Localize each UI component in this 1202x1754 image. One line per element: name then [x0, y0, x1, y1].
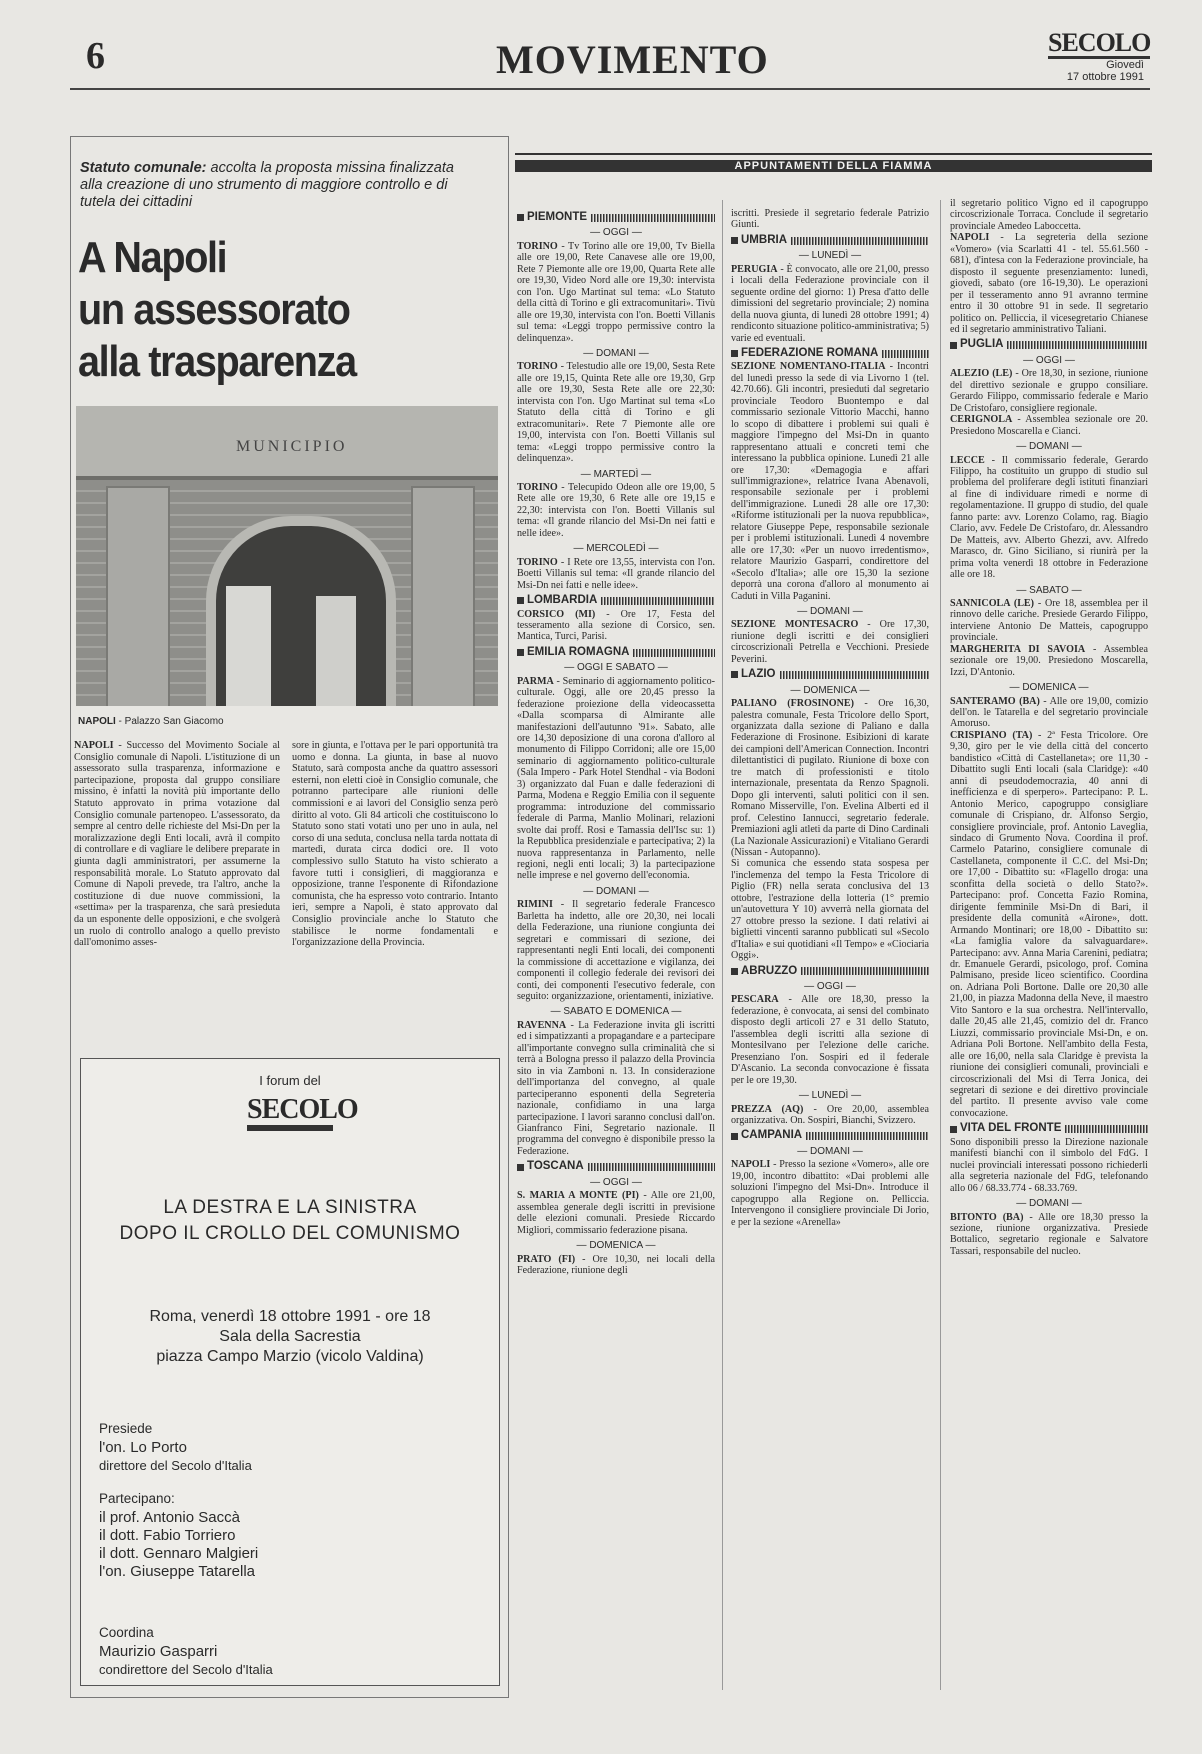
notice-place: RIMINI [517, 899, 553, 911]
ad-speaker: il dott. Fabio Torriero [99, 1527, 236, 1544]
photo-door [316, 596, 356, 706]
notice-paragraph: CRISPIANO (TA) - 2ª Festa Tricolore. Ore 9,30, giro per le vie della città del concerto bandistico «Città di Castellaneta»; ore 11,30 - Dibattito sugli Enti locali (sala Claridge): «40 anni di pseudodemocrazia, 40 anni di inefficienza e di sperpero». Partecipano: P. L. Antonio Merico, capogruppo consigliare comunale di Crispiano, dr. Alfonso Sergio, consigliere provinciale, prof. Antonio Laveglia, sindaco di Grumento Nova. Coordina il prof. Carmelo Patarino, consigliere comunale di Castellaneta, componente il C.C. del Msi-Dn; ore 17,00 - Dibattito su: «Flagello droga: una sconfitta della società o dello Stato?». Partecipano: prof. Concetta Fazio Romina, dirigente femminile Msi-Dn di Bari, il presidente della comunità «Airone», dott. Armando Montinari; ore 18,00 - Dibattito su: «La famiglia valore da salvaguardare». Partecipano: avv. Anna Maria Carenini, pediatra; dr. Emanuele Gerardi, psicologo, prof. Comina Palmisano, preside liceo scientifico. Coordina on. Adriana Poli Bortone. Dalle ore 20,30 alle 21,00, in piazza Madonna della Neve, il maestro Vito Santoro e la sua orchestra. Nell'intervallo, dalle 20,45 alle 21,45, comizio del dr. Franco Liuzzi, commissario provinciale Msi-Dn, e on. Adriana Poli Bortone. Nell'ambito della Festa, alle ore 16,00, nella sala Claridge è prevista la riunione dei consiglieri comunali, provinciali e circoscrizionali del Msi di Terra Jonica, dei segretari di sezione e dei direttivo provinciale del partito. Il presente avviso vale come convocazione. [950, 729, 1148, 1119]
masthead-logo-box [1048, 28, 1151, 83]
region-marker [731, 968, 738, 975]
day-header: — OGGI — [590, 1176, 642, 1188]
ad-when-line: Roma, venerdì 18 ottobre 1991 - ore 18 [149, 1308, 431, 1325]
notice-paragraph: PRATO (FI) - Ore 10,30, nei locali della Federazione, riunione degli [517, 1253, 715, 1276]
appuntamenti-col-3 [950, 198, 1148, 1257]
day-header: — MARTEDÌ — [580, 468, 652, 480]
dateline: NAPOLI [74, 740, 114, 751]
article-kicker [80, 160, 460, 211]
article-text: - Successo del Movimento Sociale al Consiglio comunale di Napoli. L'istituzione di un assessorato sulla trasparenza, informazione e partecipazione, proposta dal gruppo consiliare missino, è infatti la novità più importante dello Statuto approvato in prima votazione dal Consiglio comunale partenopeo. L'assessorato, da sempre al centro delle richieste del Msi-Dn per la moralizzazione degli Enti locali, avrà il compito di controllare e di vagliare le delibere preparate in giunta dagli amministratori, per assumerne la responsabilità morale. Lo Statuto approvato dal Comune di Napoli prevede, tra l'altro, anche la costituzione di due nuove commissioni, la «settima» per la trasparenza, che sarà presieduta da un esponente delle opposizioni, e che svolgerà un ruolo di controllo analogo a quello previsto dall'omonimo asses- [74, 740, 280, 949]
caption-text: - Palazzo San Giacomo [115, 716, 224, 727]
notice-place: RAVENNA [517, 1019, 567, 1031]
appuntamenti-col-1 [517, 208, 715, 1276]
notice-paragraph: CORSICO (MI) - Ore 17, Festa del tesseramento alla sezione di Corsico, sen. Mantica, Turci, Parisi. [517, 608, 715, 643]
region-header [731, 235, 929, 246]
region-name: EMILIA ROMAGNA [527, 645, 630, 658]
ad-when-line: Sala della Sacrestia [219, 1328, 361, 1345]
region-header [731, 1130, 929, 1141]
ad-presiede-label: Presiede [99, 1421, 153, 1436]
region-name: PUGLIA [960, 338, 1004, 351]
notice-paragraph: TORINO - Telecupido Odeon alle ore 19,00, 5 Rete alle ore 19,30, 6 Rete alle ore 19,15 e 22,30: intervista con l'on. Boetti Villanis sul tema: «Il grande rilancio del Msi-Dn nei fatti e nelle idee». [517, 481, 715, 539]
notice-place: PARMA [517, 675, 554, 687]
day-header: — DOMANI — [1016, 1198, 1082, 1210]
article-body-col-2 [292, 740, 498, 949]
region-hatch [633, 649, 715, 657]
notice-paragraph: SEZIONE NOMENTANO-ITALIA - Incontri del lunedì presso la sede di via Livorno 1 (tel. 42.70.66). Gli incontri, presieduti dal segretario provinciale Teodoro Buontempo e dal commissario sezionale Vittorio Macchi, hanno lo scopo di dibattere i problemi sui quali è maggiore l'impegno del Msi-Dn in quanto rappresentano attuali e concreti temi che interessano la pubblica opinione. Lunedì 21 alle ore 17,30: «Demagogia e affari sull'immigrazione», relatrice Ivana Abenavoli, responsabile sezionale per i problemi dell'immigrazione. Lunedì 28 alle ore 17,30: «Riforme istituzionali per la nuova repubblica», relatore Giuseppe Pepe, responsabile sezionale per i problemi istituzionali. Lunedì 4 novembre alle ore 17,30: «Per un nuovo irredentismo», relatore Maurizio Gasparri, condirettore del «Secolo d'Italia»; alle ore 15,30 la sezione deporrà una corona d'alloro al monumento ai Caduti in Villa Paganini. [731, 361, 929, 602]
notice-place: CRISPIANO (TA) [950, 729, 1033, 741]
notice-place: NAPOLI [950, 232, 990, 244]
region-marker [731, 1133, 738, 1140]
ad-logo: SECOLO [247, 1095, 333, 1131]
day-header: — DOMENICA — [790, 684, 870, 696]
column-divider [722, 200, 723, 1690]
notice-place: NAPOLI [731, 1159, 771, 1171]
photo-pillar [106, 486, 170, 706]
region-marker [517, 597, 524, 604]
notice-place: LECCE [950, 454, 985, 466]
newspaper-logo: SECOLO [1048, 28, 1151, 57]
region-marker [950, 1126, 957, 1133]
region-header [517, 595, 715, 606]
notice-place: PERUGIA [731, 263, 778, 275]
ad-forum-label: I forum del [259, 1073, 321, 1088]
issue-date: 17 ottobre 1991 [1066, 71, 1144, 83]
region-header [731, 669, 929, 680]
column-divider [940, 200, 941, 1690]
region-header [950, 339, 1148, 350]
region-hatch [1065, 1125, 1148, 1133]
notice-paragraph: NAPOLI - La segreteria della sezione «Vomero» (via Scarlatti 41 - tel. 55.61.560 - 681), d'intesa con la Federazione provinciale, ha disposto il seguente presenziamento: lunedì, giovedì, sabato (ore 16-19,30). Le operazioni per il tesseramento anno 91 avranno termine entro il 30 ottobre 91 in sede. Il segretario politico on. Pelliccia, il vicesegretario Chianese ed il segretario amministrativo Taliani. [950, 232, 1148, 335]
headline-line: A Napoli [78, 233, 227, 282]
kicker-bold: Statuto comunale: [80, 160, 207, 176]
day-header: — DOMANI — [797, 1145, 863, 1157]
notice-paragraph: il segretario politico Vigno ed il capogruppo circoscrizionale Torraca. Conclude il segretario provinciale Amedeo Laboccetta. [950, 198, 1148, 232]
region-hatch [601, 597, 715, 605]
day-header: — OGGI E SABATO — [564, 662, 668, 674]
region-marker [731, 350, 738, 357]
article-text: sore in giunta, e l'ottava per le pari opportunità tra uomo e donna. La giunta, in base al nuovo Statuto, sarà composta anche da quattro assessori esterni, non eletti cioè in Consiglio comunale, che potranno partecipare alle riunioni delle commissioni e ai lavori del Consiglio senza però diritto al voto. Gli 84 articoli che costituiscono lo Statuto sono stati votati uno per uno in aula, nel corso di una seduta, conclusa nella tarda nottata di martedì, durata circa dodici ore. Il voto complessivo sullo Statuto ha visto schierato a favore tutti i consiglieri, di maggioranza e opposizione, tranne l'esponente di Rifondazione comunista, che ha espresso voto contrario. Intanto ieri, sempre a Napoli, è stato approvato dal Consiglio provinciale anche lo Statuto che stabilisce le norme fondamentali e l'organizzazione della Provincia. [292, 740, 498, 949]
ad-title [81, 1195, 499, 1247]
photo-pillar [411, 486, 475, 706]
notice-place: SANTERAMO (BA) [950, 695, 1040, 707]
notice-place: SEZIONE NOMENTANO-ITALIA [731, 361, 886, 373]
kicker-text: accolta la proposta missina finalizzata alla creazione di uno strumento di maggiore controllo e di tutela dei cittadini [80, 160, 454, 210]
region-name: LOMBARDIA [527, 594, 598, 607]
notice-place: TORINO [517, 556, 558, 568]
ad-coordina-label: Coordina [99, 1625, 154, 1640]
article-headline [78, 232, 438, 388]
region-header [517, 647, 715, 658]
day-header: — OGGI — [804, 981, 856, 992]
region-name: VITA DEL FRONTE [960, 1122, 1062, 1135]
notice-place: TORINO [517, 481, 558, 493]
region-name: ABRUZZO [741, 964, 798, 977]
ad-speaker: l'on. Giuseppe Tatarella [99, 1563, 256, 1580]
region-header [731, 966, 929, 977]
notice-place: MARGHERITA DI SAVOIA [950, 643, 1086, 655]
notice-paragraph: SANNICOLA (LE) - Ore 18, assemblea per il rinnovo delle cariche. Presiede Gerardo Filippo, interviene Antonio De Matteis, capogruppo provinciale. [950, 597, 1148, 644]
notice-paragraph: iscritti. Presiede il segretario federale Patrizio Giunti. [731, 208, 929, 231]
notice-paragraph: NAPOLI - Presso la sezione «Vomero», alle ore 19,00, incontro dibattito: «Dai problemi alle soluzioni l'impegno del Msi-Dn». Introduce il capogruppo alla Regione on. Pelliccia. Intervengono il consigliere provinciale Di Jorio, e per la sezione «Arenella» [731, 1159, 929, 1228]
notice-place: TORINO [517, 361, 558, 373]
day-header: — OGGI — [1023, 354, 1075, 366]
forum-advert [80, 1058, 500, 1686]
region-marker [517, 1164, 524, 1171]
region-hatch [882, 350, 929, 358]
appuntamenti-banner: APPUNTAMENTI DELLA FIAMMA [515, 160, 1152, 172]
region-marker [731, 671, 738, 678]
region-name: UMBRIA [741, 233, 787, 246]
region-name: TOSCANA [527, 1160, 584, 1173]
notice-paragraph: BITONTO (BA) - Alle ore 18,30 presso la sezione, riunione organizzativa. Presiede Bottalico, segretario regionale e Salvatore Tassari, responsabile del nucleo. [950, 1211, 1148, 1257]
page-number: 6 [86, 35, 105, 77]
notice-paragraph: PREZZA (AQ) - Ore 20,00, assemblea organizzativa. On. Sospiri, Bianchi, Svizzero. [731, 1103, 929, 1126]
region-marker [517, 214, 524, 221]
caption-city: NAPOLI [78, 716, 116, 727]
region-hatch [791, 237, 929, 245]
notice-paragraph: RAVENNA - La Federazione invita gli iscritti ed i simpatizzanti a propagandare e a partecipare all'importante convegno sulla criminalità che si terrà a Bologna presso il palazzo della Provincia sito in via Zamboni n. 13. In considerazione dell'importanza del convegno, al quale parteciperanno esponenti della Segreteria nazionale, confidiamo in una larga partecipazione. I lavori saranno conclusi dall'on. Gianfranco Fini, Segretario nazionale. Il programma del convegno è disponibile presso la Federazione. [517, 1019, 715, 1157]
notice-place: CERIGNOLA [950, 414, 1013, 426]
day-header: — DOMANI — [797, 605, 863, 617]
notice-paragraph: TORINO - I Rete ore 13,55, intervista con l'on. Boetti Villanis sul tema: «Il grande rilancio del Msi-Dn nei fatti e nelle idee». [517, 556, 715, 591]
notice-paragraph: PESCARA - Alle ore 18,30, presso la federazione, è convocata, ai sensi del combinato disposto degli articoli 27 e 31 dello Statuto, l'assemblea degli iscritti alla sezione di Montesilvano per l'elezione delle cariche. Presenziano l'on. Sospiri ed il federale D'Ascanio. La seconda convocazione è fissata per le ore 19,30. [731, 994, 929, 1086]
day-header: — SABATO E DOMENICA — [550, 1006, 682, 1018]
region-hatch [1007, 341, 1148, 349]
notice-paragraph: PALIANO (FROSINONE) - Ore 16,30, palestra comunale, Festa Tricolore dello Sport, organizzata dalla sezione di Paliano e dalla Federazione di Frosinone. Esibizioni di karate dei campioni dell'American Connection. Incontri dilettantistici di pugilato. Riunione di boxe con tre match di professionisti e titolo internazionale, presentata da Renzo Spagnoli. Dopo gli interventi, saluti politici con il sen. Romano Misserville, l'on. Evelina Alberti ed il prof. Celestino Iannucci, segretario federale. Premiazioni agli atleti da parte di Dino Cardinali (La Nazionale Assicurazioni) e Vitaliano Gerardi (Nissan - Autopanno). [731, 698, 929, 859]
day-header: — DOMENICA — [1009, 682, 1089, 694]
issue-weekday: Giovedì [1106, 59, 1144, 71]
notice-place: PREZZA (AQ) [731, 1103, 804, 1115]
ad-coordina [99, 1643, 273, 1679]
notice-place: SEZIONE MONTESACRO [731, 619, 859, 631]
banner-rule [515, 153, 1152, 155]
region-header [731, 348, 929, 359]
region-header [517, 212, 715, 223]
notice-place: PRATO (FI) [517, 1253, 576, 1265]
day-header: — SABATO — [1016, 584, 1082, 596]
headline-line: alla trasparenza [78, 337, 356, 386]
region-header [950, 1123, 1148, 1134]
headline-line: un assessorato [78, 285, 350, 334]
notice-paragraph: S. MARIA A MONTE (PI) - Alle ore 21,00, assemblea generale degli iscritti in previsione delle elezioni comunali. Presiede Riccardo Migliori, commissario federazione pisana. [517, 1190, 715, 1236]
day-header: — LUNEDÌ — [798, 250, 862, 262]
region-name: CAMPANIA [741, 1129, 803, 1142]
notice-place: CORSICO (MI) [517, 608, 596, 620]
notice-paragraph: PARMA - Seminario di aggiornamento politico-culturale. Oggi, alle ore 20,45 presso la federazione proiezione della videocassetta «Dalla scomparsa di Almirante alle manifestazioni dell'autunno '91». Sabato, alle ore 14,30 deposizione di una corona d'alloro al monumento di Filippo Corridoni; alle ore 15,00 seminario di aggiornamento politico-culturale (Sala Impero - Park Hotel Stendhal - via Bodoni 3) organizzato dal Fuan e dalle federazioni di Parma, Modena e Reggio Emilia con il seguente programma: introduzione del commissario federale di Parma, Manlio Molinari, relazioni svolte dai proff. Rosi e Tamassia dell'Isc su: 1) la Repubblica presidenziale e partecipativa; 2) la nuova rappresentanza in Parlamento, nelle regioni, negli enti locali; 3) la partecipazione nelle imprese e nel governo dell'economia. [517, 675, 715, 882]
region-hatch [591, 214, 715, 222]
region-name: FEDERAZIONE ROMANA [741, 346, 879, 359]
ad-partecipano-label: Partecipano: [99, 1491, 175, 1506]
article-body-col-1 [74, 740, 280, 949]
region-name: PIEMONTE [527, 211, 588, 223]
notice-place: TORINO [517, 240, 558, 252]
notice-paragraph: PERUGIA - È convocato, alle ore 21,00, presso i locali della Federazione provinciale con il seguente ordine del giorno: 1) Presa d'atto delle dimissioni del segretario provinciale; 2) nomina della nuova giunta, di lunedì 28 ottobre 1991; 4) rendiconto situazione politico-amministrativa; 5) varie ed eventuali. [731, 263, 929, 344]
ad-presiede-name: l'on. Lo Porto [99, 1439, 187, 1456]
region-hatch [801, 967, 929, 975]
day-header: — DOMANI — [583, 347, 649, 359]
ad-coordinator-role: condirettore del Secolo d'Italia [99, 1662, 273, 1677]
day-header: — DOMENICA — [576, 1240, 656, 1252]
section-title: MOVIMENTO [496, 37, 769, 82]
notice-paragraph: SANTERAMO (BA) - Alle ore 19,00, comizio dell'on. le Tatarella e del segretario provinciale Amoruso. [950, 695, 1148, 730]
photo-caption [78, 716, 224, 727]
notice-paragraph: SEZIONE MONTESACRO - Ore 17,30, riunione degli iscritti e dei consiglieri circoscrizionali Petrella e Vecchioni. Presiede Peverini. [731, 619, 929, 665]
article-photo [76, 406, 498, 706]
day-header: — OGGI — [590, 227, 642, 239]
ad-when-line: piazza Campo Marzio (vicolo Valdina) [156, 1348, 424, 1365]
notice-paragraph: RIMINI - Il segretario federale Francesco Barletta ha indetto, alle ore 20,30, nei locali della Federazione, una riunione congiunta dei segretari e commissari di sezione, dei rappresentanti negli Enti locali, dei componenti la commissione di accettazione e vigilanza, dei componenti il collegio federale dei revisori dei conti, dei componenti l'esecutivo federale, con seguito: organizzazione, orientamenti, iniziative. [517, 899, 715, 1002]
ad-speaker: il dott. Gennaro Malgieri [99, 1545, 259, 1562]
photo-sign: MUNICIPIO [236, 438, 348, 455]
region-marker [731, 237, 738, 244]
appuntamenti-col-2 [731, 208, 929, 1228]
region-marker [517, 649, 524, 656]
notice-paragraph: ALEZIO (LE) - Ore 18,30, in sezione, riunione del direttivo sezionale e gruppo consiliare. Gerardo Filippo, commissario federale e Mario De Cristofaro, consigliere regionale. [950, 368, 1148, 414]
masthead-rule [70, 88, 1150, 90]
ad-presiede [99, 1439, 252, 1475]
region-hatch [806, 1132, 929, 1140]
region-name: LAZIO [741, 668, 776, 681]
notice-paragraph: Si comunica che essendo stata sospesa per l'inclemenza del tempo la Festa Tricolore di Piglio (FR) nella serata conclusiva del 13 ottobre, l'estrazione della lotteria (1° premio un'autovettura Y 10) avverrà nella giornata del 27 ottobre presso la sezione. I dati relativi ai biglietti vincenti saranno pubblicati sul «Secolo d'Italia» e sui quotidiani «Il Tempo» e «Ciociaria Oggi». [731, 858, 929, 962]
ad-presiede-role: direttore del Secolo d'Italia [99, 1458, 252, 1473]
ad-title-line: DOPO IL CROLLO DEL COMUNISMO [119, 1223, 461, 1244]
ad-partecipano [99, 1509, 258, 1581]
day-header: — DOMANI — [583, 885, 649, 897]
ad-when [81, 1307, 499, 1367]
notice-place: ALEZIO (LE) [950, 368, 1013, 380]
ad-title-line: LA DESTRA E LA SINISTRA [163, 1197, 417, 1218]
notice-paragraph: LECCE - Il commissario federale, Gerardo Filippo, ha costituito un gruppo di studio sul problema del proliferare degli istituti finanziari al fine di individuare rimedi e norme di regolamentazione. Il gruppo di studio, del quale fanno parte: avv. Lorenzo Colamo, rag. Biagio Clario, avv. Fedele De Cristofaro, dr. Alessandro De Matteis, avv. Alberto Ghezzi, avv. Alfredo Marasco, dr. Gino Siciliano, si riunirà per la prima volta venerdì 18 ottobre in Federazione alle ore 18. [950, 454, 1148, 581]
notice-place: PESCARA [731, 994, 779, 1006]
notice-place: SANNICOLA (LE) [950, 597, 1035, 609]
notice-place: BITONTO (BA) [950, 1211, 1024, 1223]
ad-speaker: il prof. Antonio Saccà [99, 1509, 240, 1526]
notice-paragraph: TORINO - Telestudio alle ore 19,00, Sesta Rete alle ore 19,15, Quinta Rete alle ore 19,30, Grp alle ore 19,30, Sesta Rete alle ore 22,30: intervista con l'on. Ugo Martinat sul tema «Lo Statuto della città di Torino e gli extracomunitari». Rete 7 Piemonte alle ore 19,00, intervista con l'on. Boetti Villanis sul tema: «Leggi troppo permissive contro la delinquenza». [517, 361, 715, 465]
notice-place: PALIANO (FROSINONE) [731, 698, 854, 710]
notice-paragraph: CERIGNOLA - Assemblea sezionale ore 20. Presiedono Moscarella e Cianci. [950, 414, 1148, 437]
region-hatch [780, 671, 930, 679]
region-hatch [588, 1163, 715, 1171]
notice-place: S. MARIA A MONTE (PI) [517, 1190, 639, 1202]
region-header [517, 1161, 715, 1172]
notice-paragraph: Sono disponibili presso la Direzione nazionale manifesti bianchi con il simbolo del FdG. I nuclei provinciali interessati possono richiederli alla segreteria nazionale del FdG, telefonando allo 06 / 68.33.774 - 68.33.769. [950, 1136, 1148, 1194]
day-header: — DOMANI — [1016, 441, 1082, 453]
region-marker [950, 342, 957, 349]
notice-paragraph: MARGHERITA DI SAVOIA - Assemblea sezionale ore 19,00. Presiedono Moscarella, Izzi, D'Antonio. [950, 643, 1149, 678]
day-header: — LUNEDÌ — [798, 1090, 862, 1102]
day-header: — MERCOLEDÌ — [573, 543, 659, 555]
notice-paragraph: TORINO - Tv Torino alle ore 19,00, Tv Biella alle ore 19,00, Rete Canavese alle ore 19,00, Rete 7 Piemonte alle ore 19,00, Quarta Rete alle ore 19,30, Video Nord alle ore 19,30: intervista con l'on. Ugo Martinat sul tema: «Lo Statuto della città di Torino e gli extracomunitari». Tivù alle ore 19,30, intervista con l'on. Boetti Villanis sul tema: «Leggi troppo permissive contro la delinquenza». [517, 240, 715, 344]
photo-door [226, 586, 271, 706]
ad-coordinator-name: Maurizio Gasparri [99, 1643, 218, 1660]
